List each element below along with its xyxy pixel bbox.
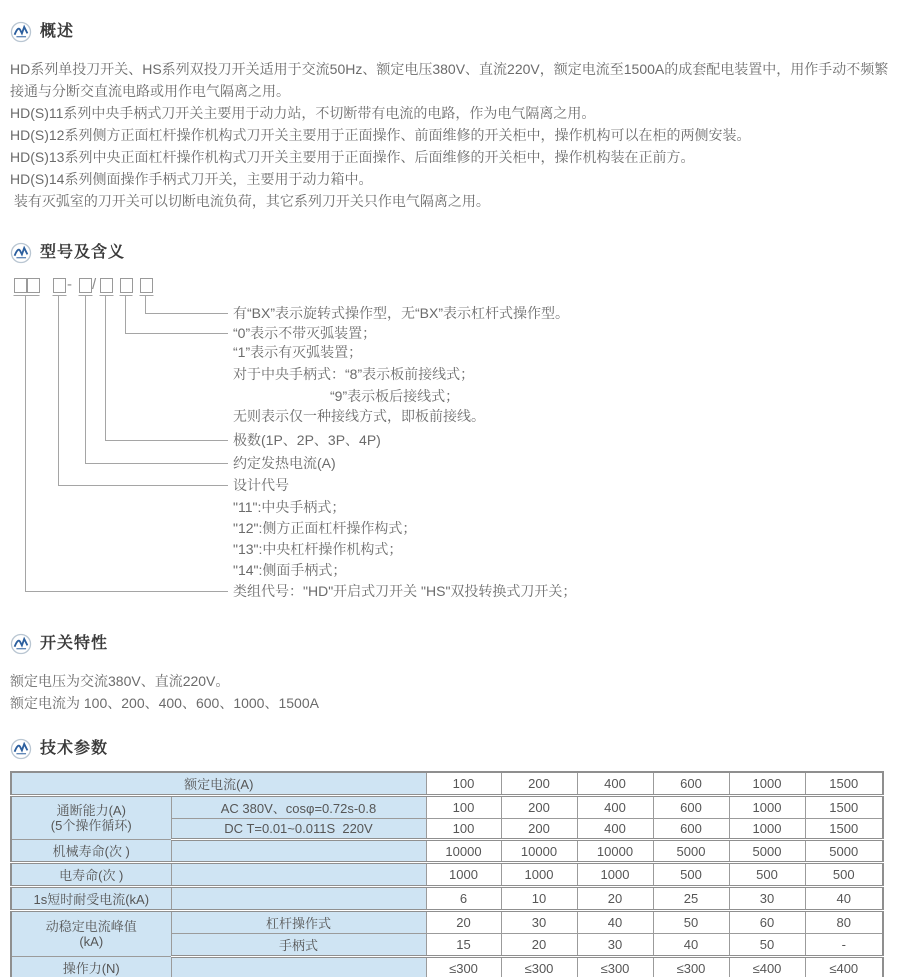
- cell: 100: [426, 819, 501, 840]
- cell: 1500: [805, 796, 883, 819]
- cell: 200: [501, 796, 577, 819]
- cell: 1500: [805, 772, 883, 796]
- code-label-design-14: "14":侧面手柄式；: [233, 562, 347, 578]
- row-header: 电寿命(次 ): [11, 863, 171, 887]
- cell: ≤400: [805, 957, 883, 977]
- table-row: [11, 840, 883, 863]
- overview-paragraph: HD(S)14系列侧面操作手柄式刀开关，主要用于动力箱中。: [10, 171, 373, 187]
- brand-logo-icon: [10, 242, 32, 264]
- section-params: [10, 737, 890, 761]
- cell: 25: [653, 887, 729, 911]
- section-header: [10, 737, 890, 761]
- code-label-design-11: "11":中央手柄式；: [233, 499, 346, 515]
- overview-text: [10, 58, 890, 212]
- section-model: [10, 241, 890, 265]
- cell: 10000: [426, 840, 501, 863]
- cell: ≤300: [426, 957, 501, 977]
- cell: 30: [729, 887, 805, 911]
- cell: 5000: [653, 840, 729, 863]
- table-row: [11, 772, 883, 796]
- cell: 20: [501, 934, 577, 957]
- section-header: [10, 241, 890, 265]
- cell: 600: [653, 796, 729, 819]
- cell: 80: [805, 911, 883, 934]
- row-subheader: DC T=0.01~0.011S 220V: [171, 819, 426, 840]
- cell: 1000: [426, 863, 501, 887]
- cell: 10000: [577, 840, 653, 863]
- table-row: [11, 887, 883, 911]
- table-row: [11, 911, 883, 934]
- row-subheader: AC 380V、cosφ=0.72s-0.8: [171, 796, 426, 819]
- overview-paragraph: HD(S)13系列中央正面杠杆操作机构式刀开关主要用于正面操作、后面维修的开关柜中，操作机构装在正前方。: [10, 149, 695, 165]
- row-header: 机械寿命(次 ): [11, 840, 171, 863]
- code-label-current: 约定发热电流(A): [233, 455, 336, 471]
- table-row: [11, 863, 883, 887]
- model-code-dash: -: [67, 276, 72, 293]
- cell: 20: [577, 887, 653, 911]
- cell: 15: [426, 934, 501, 957]
- overview-paragraph: 装有灭弧室的刀开关可以切断电流负荷，其它系列刀开关只作电气隔离之用。: [10, 193, 490, 209]
- section-features: [10, 632, 890, 714]
- cell: 10000: [501, 840, 577, 863]
- cell: 400: [577, 819, 653, 840]
- cell: ≤300: [577, 957, 653, 977]
- cell: -: [805, 934, 883, 957]
- cell: 1500: [805, 819, 883, 840]
- cell: 1000: [729, 796, 805, 819]
- code-label-front-wiring: 对于中央手柄式：“8”表示板前接线式；: [233, 366, 475, 382]
- cell: ≤300: [501, 957, 577, 977]
- section-title: 技术参数: [40, 740, 109, 757]
- row-header: 通断能力(A) (5个操作循环): [11, 796, 171, 840]
- cell: 10: [501, 887, 577, 911]
- row-subheader: [171, 863, 426, 887]
- overview-paragraph: HD系列单投刀开关、HS系列双投刀开关适用于交流50Hz、额定电压380V、直流220V，额定电流至1500A的成套配电装置中，用作手动不频繁接通与分断交直流电路或用作电气隔离之用。: [10, 61, 889, 99]
- row-header: 动稳定电流峰值 (kA): [11, 911, 171, 957]
- cell: 500: [653, 863, 729, 887]
- cell: 60: [729, 911, 805, 934]
- row-subheader: [171, 887, 426, 911]
- cell: 50: [653, 911, 729, 934]
- cell: 6: [426, 887, 501, 911]
- cell: 40: [805, 887, 883, 911]
- cell: 40: [577, 911, 653, 934]
- features-line: 额定电压为交流380V、直流220V。: [10, 673, 230, 689]
- cell: 100: [426, 772, 501, 796]
- cell: 600: [653, 772, 729, 796]
- features-text: [10, 670, 890, 714]
- section-header: [10, 632, 890, 656]
- row-subheader: 手柄式: [171, 934, 426, 957]
- cell: 400: [577, 796, 653, 819]
- code-label-default-wiring: 无则表示仅一种接线方式，即板前接线。: [233, 408, 485, 424]
- cell: 600: [653, 819, 729, 840]
- cell: 500: [805, 863, 883, 887]
- code-label-arc: “1”表示有灭弧装置；: [233, 344, 363, 360]
- cell: 1000: [577, 863, 653, 887]
- row-subheader: [171, 957, 426, 977]
- cell: 30: [577, 934, 653, 957]
- cell: ≤400: [729, 957, 805, 977]
- cell: 200: [501, 772, 577, 796]
- cell: 500: [729, 863, 805, 887]
- cell: 1000: [729, 819, 805, 840]
- code-label-design-12: "12":侧方正面杠杆操作构式；: [233, 520, 417, 536]
- cell: 5000: [805, 840, 883, 863]
- section-header: [10, 20, 890, 44]
- section-title: 型号及含义: [40, 244, 126, 261]
- overview-paragraph: HD(S)12系列侧方正面杠杆操作机构式刀开关主要用于正面操作、前面维修的开关柜中，操作机构可以在柜的两侧安装。: [10, 127, 751, 143]
- section-overview: [10, 20, 890, 212]
- code-label-bx: 有“BX”表示旋转式操作型，无“BX”表示杠杆式操作型。: [233, 305, 569, 321]
- features-line: 额定电流为 100、200、400、600、1000、1500A: [10, 695, 319, 711]
- row-subheader: 杠杆操作式: [171, 911, 426, 934]
- code-label-no-arc: “0”表示不带灭弧装置；: [233, 325, 377, 341]
- table-row: [11, 796, 883, 819]
- row-subheader: [171, 840, 426, 863]
- row-header: 操作力(N): [11, 957, 171, 977]
- section-title: 开关特性: [40, 635, 109, 652]
- model-code-diagram: [0, 272, 900, 610]
- cell: 1000: [729, 772, 805, 796]
- cell: 400: [577, 772, 653, 796]
- cell: 30: [501, 911, 577, 934]
- brand-logo-icon: [10, 633, 32, 655]
- code-label-series: 类组代号："HD"开启式刀开关 "HS"双投转换式刀开关；: [233, 583, 577, 599]
- model-code-slash: /: [92, 276, 97, 293]
- section-title: 概述: [40, 23, 75, 40]
- table-row: [11, 957, 883, 977]
- overview-paragraph: HD(S)11系列中央手柄式刀开关主要用于动力站，不切断带有电流的电路，作为电气隔离之用。: [10, 105, 596, 121]
- parameters-table: [10, 771, 884, 977]
- row-header: 额定电流(A): [11, 772, 426, 796]
- cell: 200: [501, 819, 577, 840]
- brand-logo-icon: [10, 738, 32, 760]
- cell: 20: [426, 911, 501, 934]
- cell: 100: [426, 796, 501, 819]
- cell: 50: [729, 934, 805, 957]
- code-label-design: 设计代号: [233, 477, 289, 493]
- code-label-design-13: "13":中央杠杆操作机构式；: [233, 541, 403, 557]
- code-label-rear-wiring: “9”表示板后接线式；: [330, 388, 460, 404]
- row-header: 1s短时耐受电流(kA): [11, 887, 171, 911]
- brand-logo-icon: [10, 21, 32, 43]
- cell: 5000: [729, 840, 805, 863]
- cell: ≤300: [653, 957, 729, 977]
- code-label-poles: 极数(1P、2P、3P、4P): [233, 432, 381, 448]
- cell: 1000: [501, 863, 577, 887]
- cell: 40: [653, 934, 729, 957]
